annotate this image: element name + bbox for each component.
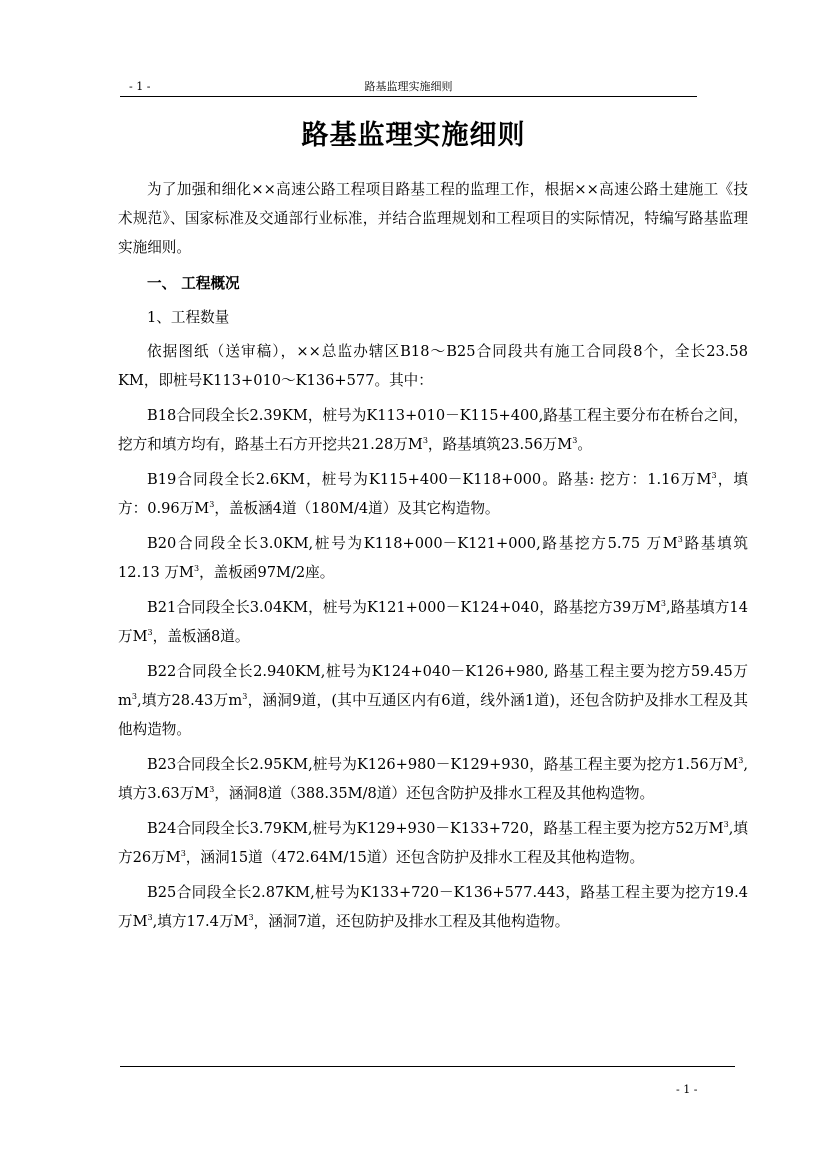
contract-b23-paragraph: B23合同段全长2.95KM,桩号为K126+980－K129+930，路基工程主要为挖方1.56万$M^3$,填方3.63万$M^3$，涵洞8道（388.35M/8道）还包含防护及排水工程及其他构造物。 [118,756,748,802]
contract-b18-paragraph: B18合同段全长2.39KM，桩号为K113+010－K115+400,路基工程主要分布在桥台之间，挖方和填方均有，路基土石方开挖共21.28万$M^3$，路基填筑23.56万$M^3$。 [118,407,748,453]
intro-paragraph: 为了加强和细化××高速公路工程项目路基工程的监理工作，根据××高速公路土建施工《技术规范》、国家标准及交通部行业标准，并结合监理规划和工程项目的实际情况，特编写路基监理实施细则。 [118,181,748,256]
overview-paragraph: 依据图纸（送审稿），××总监办辖区B18～B25合同段共有施工合同段8个，全长23.58 KM，即桩号K113+010～K136+577。其中： [118,343,748,389]
document-title: 路基监理实施细则 [301,120,526,151]
contract-b19-paragraph: B19合同段全长2.6KM，桩号为K115+400－K118+000。路基: 挖方：1.16万$M^3$，填方：0.96万$M^3$，盖板涵4道（180M/4道）及其它构造物。 [118,471,748,517]
contract-b25-paragraph: B25合同段全长2.87KM,桩号为K133+720－K136+577.443，路基工程主要为挖方19.4万$M^3$,填方17.4万$M^3$，涵洞7道，还包防护及排水工程及其他构造物。 [118,884,748,930]
page-header [120,78,697,97]
footer-page-number: - 1 - [676,1083,698,1096]
document-body [118,175,748,936]
contract-b21-paragraph: B21合同段全长3.04KM，桩号为K121+000－K124+040，路基挖方39万$M^3$,路基填方14万$M^3$，盖板涵8道。 [118,599,748,645]
contract-b24-paragraph: B24合同段全长3.79KM,桩号为K129+930－K133+720，路基工程主要为挖方52万$M^3$,填方26万$M^3$，涵洞15道（472.64M/15道）还包含防护及排水工程及其他构造物。 [118,820,749,866]
header-page-number: - 1 - [129,80,151,93]
footer-divider [120,1066,735,1067]
header-title: 路基监理实施细则 [364,80,453,93]
contract-b22-paragraph: B22合同段全长2.940KM,桩号为K124+040－K126+980, 路基工程主要为挖方59.45万$m^3$,填方28.43万$m^3$，涵洞9道，(其中互通区内有6道，线外涵1道)，还包含防护及排水工程及其他构造物。 [118,663,748,738]
contract-b20-paragraph: B20合同段全长3.0KM,桩号为K118+000－K121+000,路基挖方5.75 万$M^3$路基填筑12.13 万$M^3$，盖板函97M/2座。 [118,535,748,581]
section-heading: 一、 工程概况 [147,275,240,292]
subsection-heading: 1、工程数量 [147,309,230,326]
